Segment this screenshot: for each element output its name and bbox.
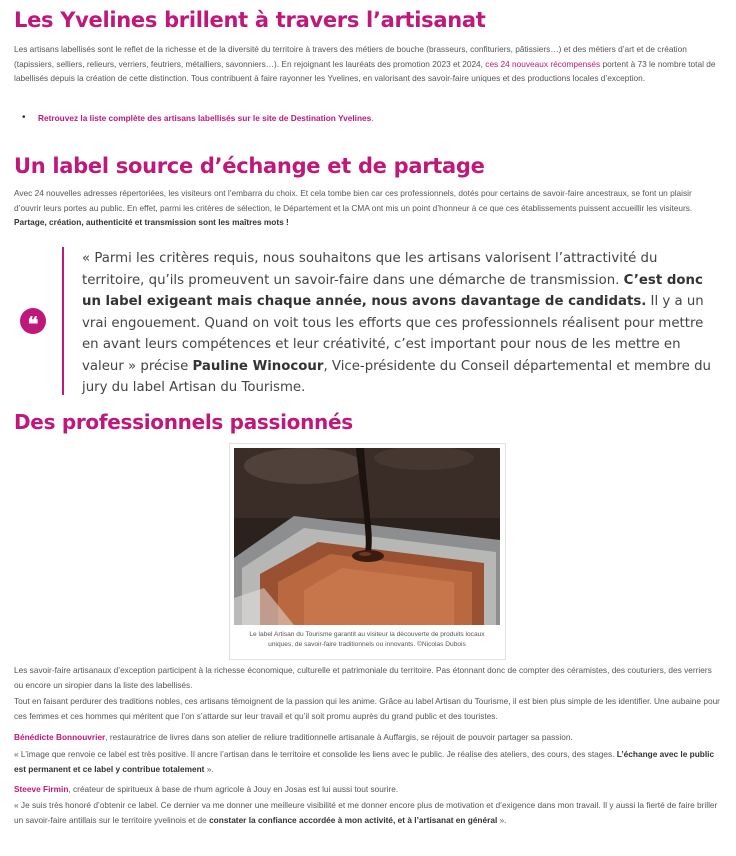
section-title-professionnels: Des professionnels passionnés: [14, 410, 353, 434]
testimonial-1-quote: « L’image que renvoie ce label est très positive. Il ancre l’artisan dans le territoire et consolide les liens avec le public. Je réalise des ateliers, des cours, des stages. L’échange avec le public est permanent et ce label y contribue totalement ».: [14, 749, 715, 774]
paragraph-pros-2: Tout en faisant perdurer des traditions nobles, ces artisans témoignent de la passion qui les anime. Grâce au label Artisan du Tourisme, il est bien plus simple de les identifier. Une aubaine pour ces femmes et ces hommes qui méritent que l’on s’attarde sur leur travail et qu’il soit promu auprès du grand public et des touristes.: [14, 696, 720, 721]
section-title-yvelines: Les Yvelines brillent à travers l’artisanat: [14, 8, 486, 32]
section-title-label: Un label source d’échange et de partage: [14, 154, 485, 178]
testimonial-1-intro: Bénédicte Bonnouvrier, restauratrice de livres dans son atelier de reliure traditionnelle artisanale à Auffargis, se réjouit de pouvoir partager sa passion.: [14, 732, 573, 742]
paragraph-yvelines: Les artisans labellisés sont le reflet de la richesse et de la diversité du territoire à travers des métiers de bouche (brasseurs, confituriers, pâtissiers…) et des métiers d’art et de création (tapissiers, selliers, relieurs, verriers, feutriers, métalliers, savonniers…). En rejoignant les lauréats des promotion 2023 et 2024, ces 24 nouveaux récompensés portent à 73 le nombre total de labellisés depuis la création de cette distinction. Tous contribuent à faire rayonner les Yvelines, en valorisant des savoir-faire uniques et des productions locales d’exception.: [14, 44, 716, 84]
quote-bar: [62, 247, 64, 395]
link-nouveaux-recompenses[interactable]: ces 24 nouveaux récompensés: [485, 58, 601, 69]
paragraph-pros-1: Les savoir-faire artisanaux d’exception participent à la richesse économique, culturelle et patrimoniale du territoire. Pas étonnant donc de compter des céramistes, des couturiers, des verriers ou encore un siropier dans la liste des labellisés.: [14, 665, 712, 690]
bullet-icon: •: [22, 112, 26, 123]
testimonial-2-quote: « Je suis très honoré d’obtenir ce label. Ce dernier va me donner une meilleure visibilité et me donner encore plus de motivation et d’exigence dans mon travail. Il y aussi la fierté de faire briller un savoir-faire antillais sur le territoire yvelinois et de constater la confiance accordée à mon activité, et à l’artisanat en général ».: [14, 800, 718, 825]
quote-mark-icon: ❝: [20, 308, 46, 334]
photo-illustration: [234, 448, 500, 625]
link-destination-yvelines[interactable]: Retrouvez la liste complète des artisans labellisés sur le site de Destination Yvelines.: [38, 113, 374, 123]
name-benedicte-bonnouvrier: Bénédicte Bonnouvrier: [14, 732, 106, 742]
blockquote: « Parmi les critères requis, nous souhaitons que les artisans valorisent l’attractivité du territoire, qu’ils promeuvent un savoir-faire dans une démarche de transmission. C’est donc un label exigeant mais chaque année, nous avons davantage de candidats. Il y a un vrai engouement. Quand on voit tous les efforts que ces professionnels réalisent pour mettre en avant leurs compétences et leur créativité, c’est important pour nous de les mettre en valeur » précise Pauline Winocour, Vice-présidente du Conseil départemental et membre du jury du label Artisan du Tourisme.: [82, 251, 711, 395]
figure-caption: Le label Artisan du Tourisme garantit au visiteur la découverte de produits locaux uniques, de savoir-faire traditionnels ou innovants. ©Nicolas Dubois: [249, 631, 485, 648]
paragraph-label: Avec 24 nouvelles adresses répertoriées, les visiteurs ont l’embarra du choix. Et cela tombe bien car ces professionnels, dotés pour certains de savoir-faire ancestraux, se font un plaisir d’ouvrir leurs portes au public. En effet, parmi les critères de sélection, le Département et la CMA ont mis un point d’honneur à ce que ces établissements puissent accueillir les visiteurs. Partage, création, authenticité et transmission sont les maîtres mots !: [14, 188, 693, 228]
name-steeve-firmin: Steeve Firmin: [14, 784, 69, 794]
chocolate-photo: [234, 448, 500, 625]
figure: [229, 443, 506, 660]
testimonial-2-intro: Steeve Firmin, créateur de spiritueux à base de rhum agricole à Jouy en Josas est lui aussi tout sourire.: [14, 784, 399, 794]
